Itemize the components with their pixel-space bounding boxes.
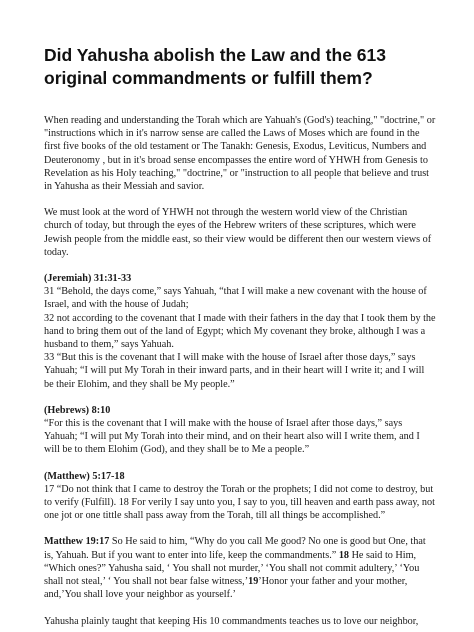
matthew-19-section	[44, 535, 436, 601]
matthew-19-text-c: ’Honor your father and your mother, and,’You shall love your neighbor as yourself.’	[44, 576, 408, 601]
hebrews-section	[44, 404, 436, 457]
closing-paragraph: Yahusha plainly taught that keeping His 10 commandments teaches us to love our neighbor,	[44, 615, 419, 627]
western-view-paragraph: We must look at the word of YHWH not through the western world view of the Christian church of today, but through the eyes of the Hebrew writers of these scriptures, which were Jewish people from the middle east, so their view would be different then our western views of today.	[44, 207, 432, 258]
jeremiah-verse-32: 32 not according to the covenant that I made with their fathers in the day that I took them by the hand to bring them out of the land of Egypt; which My covenant they broke, although I was a husband to them,” says Yahuah.	[44, 312, 436, 351]
matthew-5-section	[44, 470, 436, 523]
verse-number-19: 19	[248, 576, 259, 588]
jeremiah-verse-31: 31 “Behold, the days come,” says Yahuah, “that I will make a new covenant with the house of Israel, and with the house of Judah;	[44, 286, 427, 311]
page-title: Did Yahusha abolish the Law and the 613 original commandments or fulfill them?	[44, 45, 386, 88]
matthew-5-text: 17 “Do not think that I came to destroy the Torah or the prophets; I did not come to destroy, but to verify (Fulfill). 18 For verily I say unto you, I say to you, till heaven and earth pass away, not one jot or one tittle shall pass away from the Torah, till all things be accomplished.”	[44, 483, 435, 522]
matthew-5-reference: (Matthew) 5:17-18	[44, 470, 125, 482]
jeremiah-verse-33: 33 “But this is the covenant that I will make with the house of Israel after those days,” says Yahuah; “I will put My Torah in their inward parts, and in their heart will I write it; and I will be their Elohim, and they shall be My people.”	[44, 352, 425, 390]
hebrews-reference: (Hebrews) 8:10	[44, 404, 111, 416]
jeremiah-reference: (Jeremiah) 31:31-33	[44, 273, 132, 285]
matthew-19-reference: Matthew 19:17	[44, 536, 110, 548]
verse-number-18: 18	[338, 549, 350, 561]
matthew-19-text-b: He said to Him, “Which ones?” Yahusha said, ‘ You shall not murder,’ ‘You shall not commit adultery,’ ‘You shall not steal,’ ‘ You shall not bear false witness,’	[44, 549, 420, 588]
matthew-19-text-a: So He said to him, “Why do you call Me good? No one is good but One, that is, Yahuah. But if you want to enter into life, keep the commandments.”	[44, 536, 426, 561]
hebrews-text: “For this is the covenant that I will make with the house of Israel after those days,” says Yahuah; “I will put My Torah into their mind, and on their heart also will I write them, and I will be to them Elohim (God), and they shall be to Me a people.”	[44, 418, 420, 456]
jeremiah-section	[44, 272, 436, 391]
matthew-19-text	[44, 535, 436, 601]
intro-paragraph: When reading and understanding the Torah which are Yahuah's (God's) teaching," "doctrine," or "instructions which in it's narrow sense are called the Laws of Moses which are found in the first five books of the old testament or The Tanakh: Genesis, Exodus, Leviticus, Numbers and Deuteronomy , but in it's broad sense encompasses the entire word of YHWH from Genesis to Revelation as his Holy teaching," "doctrine," or "instruction to all people that believe and trust in Yahusha as their Messiah and savior.	[44, 115, 436, 193]
